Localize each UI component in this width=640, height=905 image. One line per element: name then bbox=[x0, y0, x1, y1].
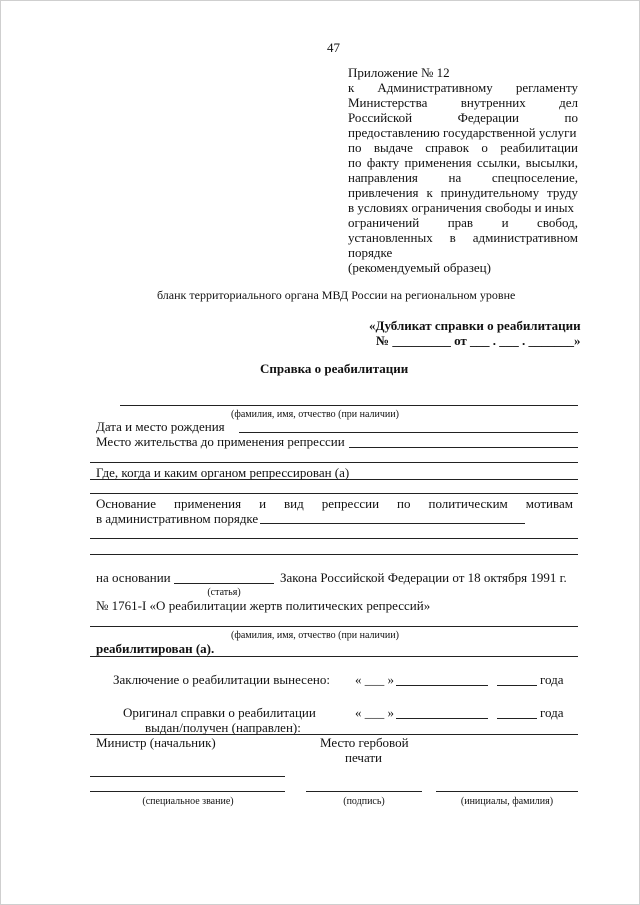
annex-word: предоставлению государственной услуги bbox=[348, 125, 577, 140]
birth-label: Дата и место рождения bbox=[96, 419, 225, 434]
signature-field[interactable] bbox=[306, 791, 422, 792]
conclusion-date-year[interactable] bbox=[497, 685, 537, 686]
article-field[interactable] bbox=[174, 583, 274, 584]
repressed-label: Где, когда и каким органом репрессирован (а) bbox=[96, 465, 350, 480]
annex-word: в bbox=[449, 230, 456, 245]
annex-word: к bbox=[348, 80, 355, 95]
original-label-2: выдан/получен (направлен): bbox=[145, 720, 301, 735]
fio-caption: (фамилия, имя, отчество (при наличии) bbox=[231, 409, 399, 420]
basis-word: политическим bbox=[428, 496, 508, 511]
annex-word: прав bbox=[447, 215, 474, 230]
basis-word: репрессии bbox=[321, 496, 380, 511]
residence-field-extra[interactable] bbox=[90, 462, 578, 463]
residence-label: Место жительства до применения репрессии bbox=[96, 434, 345, 449]
basis-word: применения bbox=[174, 496, 242, 511]
document-title: Справка о реабилитации bbox=[260, 361, 409, 376]
annex-word: административном bbox=[472, 230, 578, 245]
conclusion-year-label: года bbox=[540, 672, 564, 687]
seal-label-2: печати bbox=[345, 750, 383, 765]
annex-word: внутренних bbox=[460, 95, 526, 110]
minister-label: Министр (начальник) bbox=[96, 735, 216, 750]
fio-caption-2: (фамилия, имя, отчество (при наличии) bbox=[231, 630, 399, 641]
basis-line-1 bbox=[96, 496, 573, 511]
original-date-month[interactable] bbox=[396, 718, 488, 719]
annex-word: по bbox=[348, 155, 362, 170]
annex-word: факту bbox=[366, 155, 400, 170]
annex-word: Административному bbox=[377, 80, 493, 95]
law-prefix: на основании bbox=[96, 570, 171, 585]
original-date-day[interactable]: « ___ » bbox=[355, 705, 394, 720]
rank-field-line-2[interactable] bbox=[90, 791, 285, 792]
rank-caption: (специальное звание) bbox=[142, 796, 234, 807]
annex-line bbox=[348, 65, 578, 80]
annex-line bbox=[348, 230, 578, 245]
basis-field-extra-2[interactable] bbox=[90, 554, 578, 555]
fio-line[interactable] bbox=[120, 405, 578, 406]
duplicate-line-2: № _________ от ___ . ___ . _______» bbox=[376, 333, 581, 348]
rehabilitated-line bbox=[90, 656, 578, 657]
law-suffix: Закона Российской Федерации от 18 октября 1991 г. bbox=[280, 570, 567, 585]
basis-word: Основание bbox=[96, 496, 157, 511]
annex-word: (рекомендуемый образец) bbox=[348, 260, 491, 275]
annex-word: справок bbox=[425, 140, 470, 155]
original-date-year[interactable] bbox=[497, 718, 537, 719]
seal-label-1: Место гербовой bbox=[320, 735, 409, 750]
basis-word: по bbox=[397, 496, 411, 511]
conclusion-date-month[interactable] bbox=[396, 685, 488, 686]
annex-word: направления bbox=[348, 170, 418, 185]
basis-line-2: в административном порядке bbox=[96, 511, 259, 526]
annex-line bbox=[348, 110, 578, 125]
annex-word: принудительному bbox=[440, 185, 540, 200]
annex-word: Федерации bbox=[457, 110, 519, 125]
annex-word: свобод, bbox=[537, 215, 578, 230]
original-year-label: года bbox=[540, 705, 564, 720]
annex-line bbox=[348, 170, 578, 185]
conclusion-date-day[interactable]: « ___ » bbox=[355, 672, 394, 687]
annex-word: выдаче bbox=[373, 140, 413, 155]
annex-word: и bbox=[501, 215, 509, 230]
annex-word: на bbox=[448, 170, 462, 185]
blank-note: бланк территориального органа МВД России на региональном уровне bbox=[157, 288, 516, 302]
annex-word: высылки, bbox=[525, 155, 578, 170]
annex-word: ссылки, bbox=[476, 155, 521, 170]
annex-word: по bbox=[348, 140, 362, 155]
annex-word: ограничений bbox=[348, 215, 420, 230]
annex-line bbox=[348, 260, 578, 275]
annex-line bbox=[348, 80, 578, 95]
article-caption: (статья) bbox=[207, 587, 241, 598]
annex-word: к bbox=[426, 185, 433, 200]
annex-word: установленных bbox=[348, 230, 433, 245]
fio-line-2[interactable] bbox=[90, 626, 578, 627]
signature-caption: (подпись) bbox=[343, 796, 385, 807]
basis-field-extra-1[interactable] bbox=[90, 538, 578, 539]
rank-field-line-1[interactable] bbox=[90, 776, 285, 777]
annex-word: Министерства bbox=[348, 95, 428, 110]
annex-word: в условиях ограничения свободы и иных bbox=[348, 200, 574, 215]
basis-word: и bbox=[259, 496, 267, 511]
basis-word: вид bbox=[284, 496, 304, 511]
annex-line bbox=[348, 155, 578, 170]
annex-word: регламенту bbox=[515, 80, 578, 95]
annex-word: привлечения bbox=[348, 185, 419, 200]
rehabilitated-label: реабилитирован (а). bbox=[96, 641, 215, 656]
basis-top-line bbox=[90, 493, 578, 494]
annex-word: Приложение № 12 bbox=[348, 65, 450, 80]
annex-line bbox=[348, 125, 578, 140]
annex-word: реабилитации bbox=[500, 140, 578, 155]
initials-caption: (инициалы, фамилия) bbox=[460, 796, 554, 807]
annex-word: порядке bbox=[348, 245, 393, 260]
conclusion-label: Заключение о реабилитации вынесено: bbox=[113, 672, 330, 687]
annex-word: дел bbox=[559, 95, 578, 110]
initials-field[interactable] bbox=[436, 791, 578, 792]
annex-word: о bbox=[481, 140, 488, 155]
birth-field[interactable] bbox=[239, 432, 578, 433]
annex-line bbox=[348, 140, 578, 155]
annex-word: по bbox=[564, 110, 578, 125]
original-label-1: Оригинал справки о реабилитации bbox=[123, 705, 316, 720]
law-line-2: № 1761-I «О реабилитации жертв политических репрессий» bbox=[96, 598, 431, 613]
annex-line bbox=[348, 245, 578, 260]
annex-block bbox=[348, 65, 578, 275]
page-number: 47 bbox=[327, 40, 340, 55]
basis-word: мотивам bbox=[525, 496, 573, 511]
annex-word: спецпоселение, bbox=[491, 170, 578, 185]
residence-field[interactable] bbox=[349, 447, 578, 448]
annex-word: труду bbox=[547, 185, 578, 200]
annex-line bbox=[348, 200, 578, 215]
annex-word: Российской bbox=[348, 110, 413, 125]
annex-word: применения bbox=[404, 155, 472, 170]
annex-line bbox=[348, 185, 578, 200]
duplicate-line-1: «Дубликат справки о реабилитации bbox=[369, 318, 581, 333]
annex-line bbox=[348, 215, 578, 230]
repressed-field[interactable] bbox=[90, 479, 578, 480]
basis-field[interactable] bbox=[260, 523, 525, 524]
annex-line bbox=[348, 95, 578, 110]
